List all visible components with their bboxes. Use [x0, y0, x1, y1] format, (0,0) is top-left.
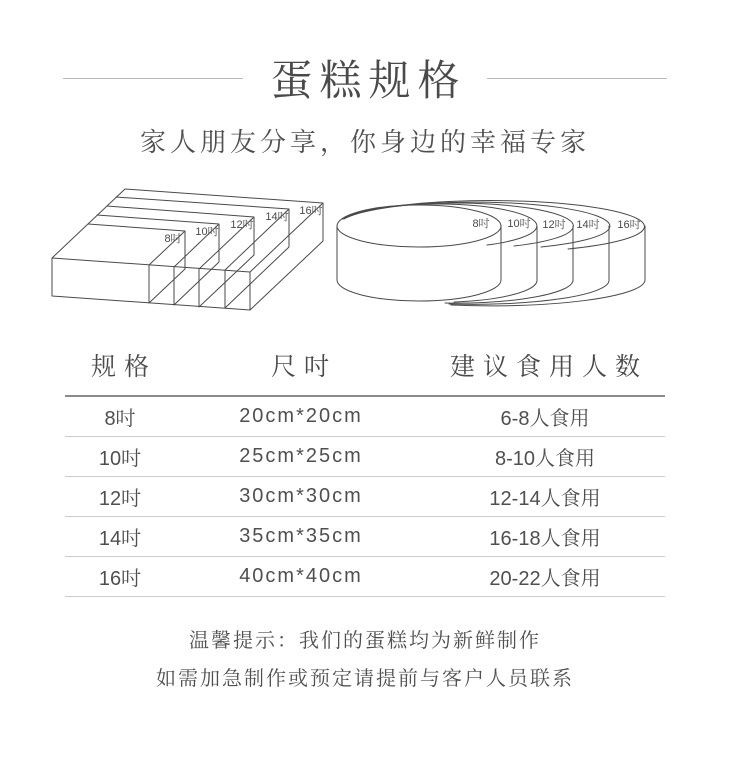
spec-cell: 10吋 [98, 448, 142, 470]
column-header-spec: 规格 [90, 353, 157, 381]
servings-cell: 8-10人食用 [494, 448, 596, 470]
title-divider-left [63, 78, 243, 79]
servings-cell: 20-22人食用 [489, 568, 601, 590]
servings-cell: 16-18人食用 [489, 528, 601, 550]
page-title: 蛋糕规格 [270, 57, 467, 104]
square-size-label-10in: 10吋 [195, 226, 219, 238]
size-cell: 35cm*35cm [239, 525, 363, 547]
notice-section [0, 622, 730, 698]
square-size-label-8in: 8吋 [164, 233, 182, 245]
round-size-label-10in: 10吋 [507, 218, 531, 230]
square-size-label-12in: 12吋 [230, 219, 254, 231]
round-cake-8in-body [337, 226, 501, 301]
table-row [65, 557, 665, 597]
notice-line-1: 温馨提示：我们的蛋糕均为新鲜制作 [189, 630, 541, 652]
spec-cell: 12吋 [98, 488, 142, 510]
square-cake-diagram [38, 170, 338, 330]
servings-cell: 12-14人食用 [489, 488, 601, 510]
servings-cell: 6-8人食用 [500, 408, 590, 430]
page-subtitle: 家人朋友分享，你身边的幸福专家 [139, 127, 590, 157]
table-row [65, 437, 665, 477]
round-cake-diagram [332, 180, 662, 330]
table-header-row [65, 335, 665, 397]
square-cake-14in-outline [116, 197, 289, 308]
table-row [65, 477, 665, 517]
size-cell: 25cm*25cm [239, 445, 363, 467]
size-cell: 30cm*30cm [239, 485, 363, 507]
table-row [65, 397, 665, 437]
spec-cell: 8吋 [104, 408, 136, 430]
spec-table [65, 335, 665, 597]
square-size-label-16in: 16吋 [299, 205, 323, 217]
title-section [0, 48, 730, 108]
spec-cell: 14吋 [98, 528, 142, 550]
round-size-label-16in: 16吋 [617, 219, 641, 231]
round-cake-16in-outline [345, 201, 645, 306]
notice-line-2: 如需加急制作或预定请提前与客户人员联系 [156, 668, 574, 690]
table-row [65, 517, 665, 557]
round-size-label-8in: 8吋 [472, 218, 490, 230]
size-cell: 20cm*20cm [239, 405, 363, 427]
column-header-size: 尺吋 [270, 353, 337, 381]
square-cake-16in-outline [125, 189, 323, 310]
round-cake-12in-outline [343, 203, 573, 303]
column-header-servings: 建议食用人数 [449, 353, 648, 381]
round-size-label-14in: 14吋 [576, 219, 600, 231]
size-cell: 40cm*40cm [239, 565, 363, 587]
title-divider-right [487, 78, 667, 79]
round-size-label-12in: 12吋 [542, 219, 566, 231]
spec-cell: 16吋 [98, 568, 142, 590]
square-size-label-14in: 14吋 [265, 211, 289, 223]
